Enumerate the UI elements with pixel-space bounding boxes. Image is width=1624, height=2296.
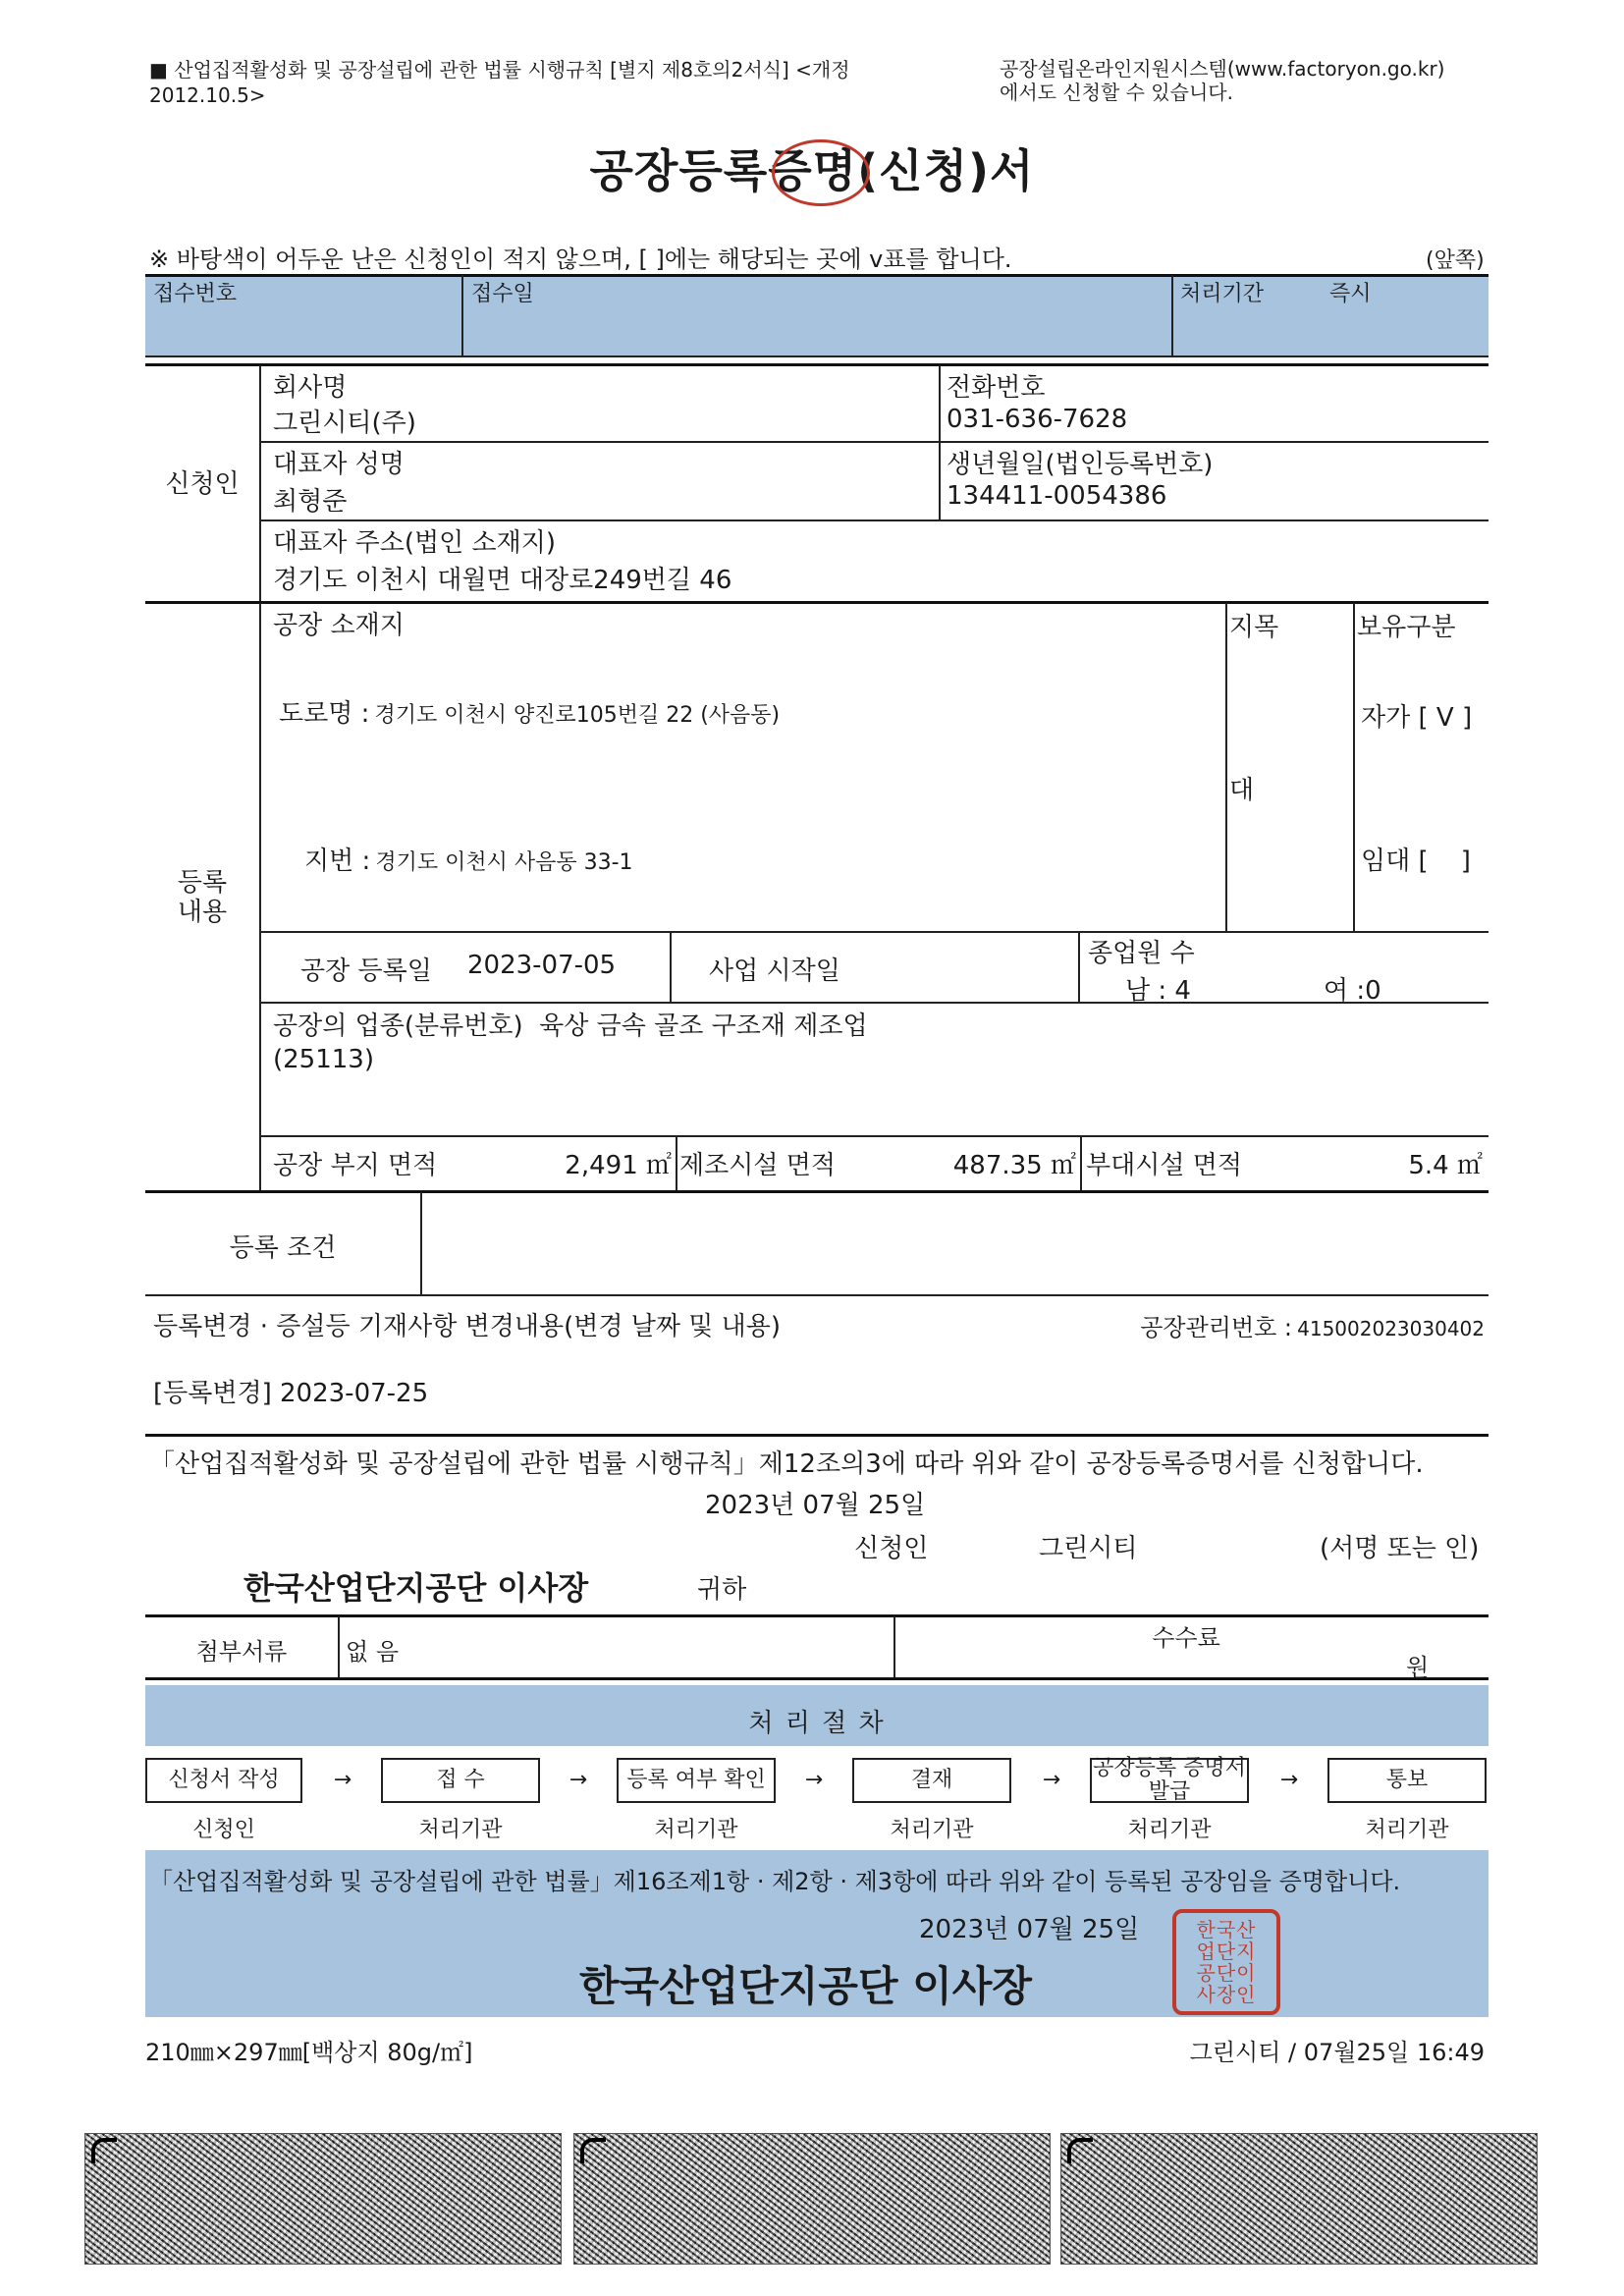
security-barcode-1 (84, 2133, 562, 2265)
receipt-date-label: 접수일 (471, 282, 534, 306)
industry-code: (25113) (273, 1045, 374, 1074)
road-address-label: 도로명 : (279, 699, 370, 729)
online-notice (1000, 57, 1490, 104)
applicant-sign-label: 신청인 (854, 1534, 929, 1563)
company-name-label: 회사명 (273, 373, 348, 403)
applicant-section-label: 신청인 (165, 469, 240, 499)
management-number-value: 415002023030402 (1297, 1317, 1485, 1340)
attachment-value: 없 음 (346, 1638, 399, 1666)
page-side-label: (앞쪽) (1426, 248, 1485, 273)
manufacturing-area-value: 487.35 ㎡ (952, 1151, 1076, 1180)
changes-label: 등록변경 · 증설등 기재사항 변경내용(변경 날짜 및 내용) (153, 1312, 781, 1341)
step-actor: 처리기관 (654, 1818, 738, 1842)
fee-label: 수수료 (1152, 1624, 1220, 1652)
lot-address (304, 841, 633, 877)
declaration-date: 2023년 07월 25일 (705, 1491, 926, 1520)
registration-label-line1: 등록 (177, 868, 228, 898)
employee-count-label: 종업원 수 (1088, 939, 1195, 968)
step-actor: 처리기관 (1365, 1818, 1449, 1842)
industry-value: 육상 금속 골조 구조재 제조업 (539, 1011, 868, 1041)
management-number-label: 공장관리번호 : (1140, 1314, 1293, 1341)
factory-location-label: 공장 소재지 (273, 611, 405, 640)
official-seal-text: 한국산업단지공단이사장인 (1196, 1918, 1257, 2006)
step-box-check-registration: 등록 여부 확인 (617, 1758, 776, 1803)
registration-section-label (145, 868, 259, 927)
barcode-corner-icon (1067, 2138, 1093, 2163)
road-address-value: 경기도 이천시 양진로105번길 22 (사음동) (374, 703, 781, 728)
barcode-corner-icon (580, 2138, 606, 2163)
auxiliary-area-label: 부대시설 면적 (1086, 1151, 1242, 1180)
business-start-label: 사업 시작일 (709, 957, 840, 986)
step-arrow: → (568, 1768, 588, 1792)
step-box-notify: 통보 (1327, 1758, 1487, 1803)
recipient: 한국산업단지공단 이사장 (244, 1569, 589, 1607)
print-info: 그린시티 / 07월25일 16:49 (1189, 2039, 1485, 2066)
address-label: 대표자 주소(법인 소재지) (273, 528, 556, 558)
step-actor: 처리기관 (1127, 1818, 1212, 1842)
phone-label: 전화번호 (947, 373, 1046, 403)
rule-reference-text: ■ 산업집적활성화 및 공장설립에 관한 법률 시행규칙 [별지 제8호의2서식] <개정 (149, 58, 850, 82)
step-actor: 신청인 (192, 1818, 255, 1842)
industry-label: 공장의 업종(분류번호) (273, 1011, 523, 1041)
land-category-value: 대 (1229, 776, 1255, 805)
form-rule-reference (149, 57, 954, 108)
processing-period-value: 즉시 (1329, 282, 1372, 306)
step-arrow: → (804, 1768, 824, 1792)
official-seal-icon (1172, 1909, 1280, 2015)
site-area-value: 2,491 ㎡ (565, 1151, 672, 1180)
certification-text: 「산업집적활성화 및 공장설립에 관한 법률」제16조제1항 · 제2항 · 제3항에 따라 위와 같이 등록된 공장임을 증명합니다. (149, 1868, 1401, 1895)
signature-or-seal-label: (서명 또는 인) (1320, 1534, 1480, 1563)
company-name-value: 그린시티(주) (273, 409, 416, 438)
registration-date-label: 공장 등록일 (300, 957, 432, 986)
birth-reg-number-label: 생년월일(법인등록번호) (947, 450, 1214, 479)
recipient-honorific: 귀하 (697, 1575, 747, 1605)
declaration-text: 「산업집적활성화 및 공장설립에 관한 법률 시행규칙」제12조의3에 따라 위와 같이 공장등록증명서를 신청합니다. (149, 1449, 1424, 1479)
security-barcode-3 (1060, 2133, 1538, 2265)
ownership-lease: 임대 [ ] (1361, 847, 1471, 876)
registration-date-value: 2023-07-05 (467, 951, 617, 980)
rule-reference-date: 2012.10.5> (149, 83, 266, 107)
management-number (982, 1308, 1485, 1342)
barcode-corner-icon (91, 2138, 117, 2163)
step-box-approval: 결재 (852, 1758, 1011, 1803)
industry (273, 1006, 868, 1042)
applicant-sign-name: 그린시티 (1039, 1534, 1138, 1563)
step-box-receipt: 접 수 (381, 1758, 540, 1803)
receipt-number-label: 접수번호 (153, 282, 238, 306)
security-barcode-2 (573, 2133, 1051, 2265)
representative-value: 최형준 (273, 487, 348, 517)
form-notice: ※ 바탕색이 어두운 난은 신청인이 적지 않으며, [ ]에는 해당되는 곳에 v표를 합니다. (149, 246, 1012, 273)
step-actor: 처리기관 (890, 1818, 974, 1842)
step-actor: 처리기관 (418, 1818, 503, 1842)
page-title: 공장등록증명(신청)서 (589, 144, 1035, 197)
certification-date: 2023년 07월 25일 (919, 1915, 1140, 1944)
representative-label: 대표자 성명 (273, 450, 405, 479)
step-arrow: → (1042, 1768, 1061, 1792)
manufacturing-area-label: 제조시설 면적 (679, 1151, 836, 1180)
online-system-note: 에서도 신청할 수 있습니다. (1000, 81, 1233, 104)
birth-reg-number-value: 134411-0054386 (947, 481, 1167, 511)
ownership-label: 보유구분 (1357, 613, 1456, 642)
step-box-write-application: 신청서 작성 (145, 1758, 302, 1803)
land-category-label: 지목 (1229, 613, 1279, 642)
processing-period-label: 처리기간 (1180, 282, 1265, 306)
lot-address-label: 지번 : (304, 847, 371, 876)
registration-condition-label: 등록 조건 (229, 1233, 337, 1263)
online-system-url: 공장설립온라인지원시스템(www.factoryon.go.kr) (1000, 57, 1445, 81)
change-entry: [등록변경] 2023-07-25 (153, 1379, 429, 1408)
paper-spec: 210㎜×297㎜[백상지 80g/㎡] (145, 2039, 473, 2066)
registration-label-line2: 내용 (177, 898, 228, 927)
road-address (279, 693, 780, 730)
attachment-label: 첨부서류 (195, 1638, 288, 1666)
step-box-issue-certificate: 공장등록 증명서발급 (1090, 1758, 1249, 1803)
address-value: 경기도 이천시 대월면 대장로249번길 46 (273, 566, 732, 595)
step-arrow: → (333, 1768, 352, 1792)
employee-male: 남 : 4 (1125, 976, 1191, 1006)
auxiliary-area-value: 5.4 ㎡ (1408, 1151, 1483, 1180)
lot-address-value: 경기도 이천시 사음동 33-1 (375, 850, 633, 875)
certification-issuer: 한국산업단지공단 이사장 (579, 1962, 1032, 2010)
receipt-row (145, 275, 1489, 355)
phone-value: 031-636-7628 (947, 405, 1128, 434)
ownership-own: 자가 [ V ] (1361, 703, 1473, 733)
fee-unit: 원 (1406, 1654, 1430, 1681)
employee-female: 여 :0 (1324, 976, 1381, 1006)
step-arrow: → (1279, 1768, 1299, 1792)
title-circle-mark (772, 139, 870, 206)
site-area-label: 공장 부지 면적 (273, 1151, 438, 1180)
procedure-title: 처 리 절 차 (748, 1709, 886, 1738)
